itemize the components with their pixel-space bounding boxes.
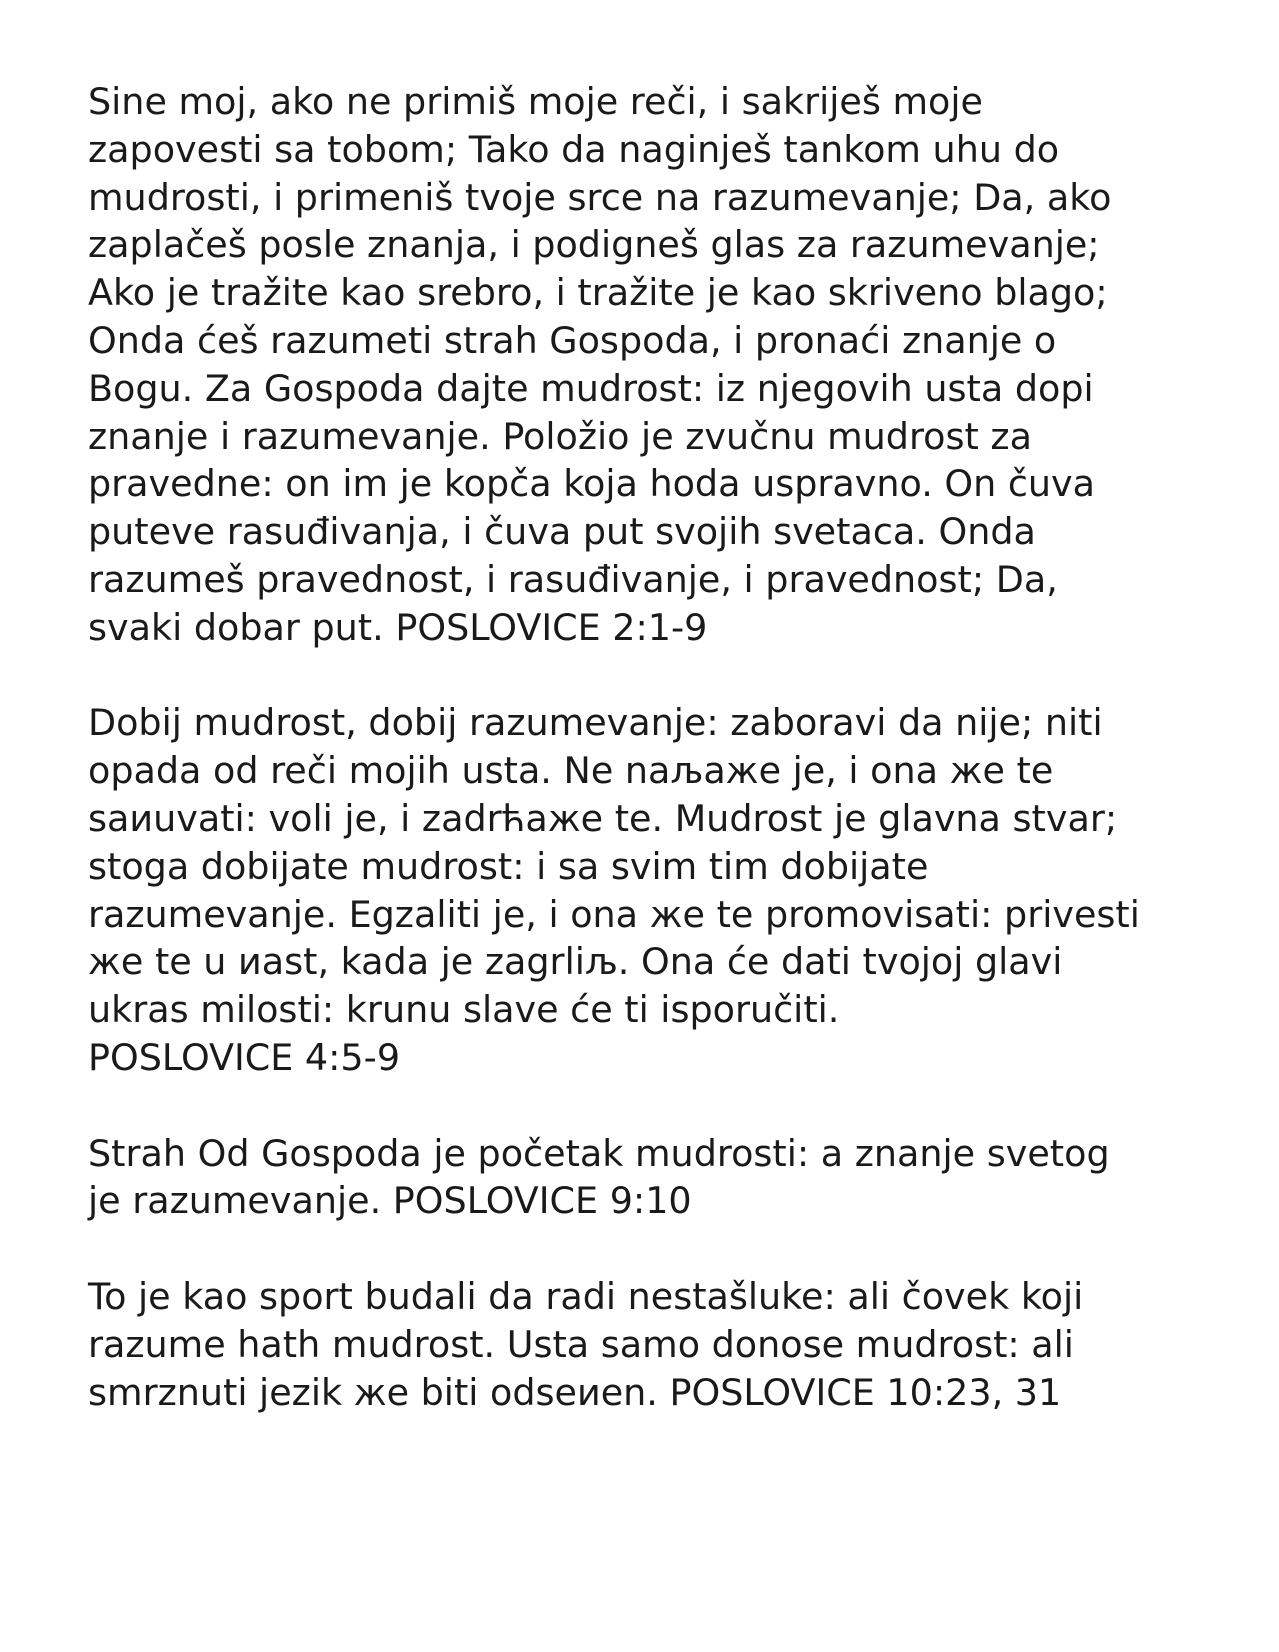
- text-line: razumeš pravednost, i rasuđivanje, i pravednost; Da,: [88, 557, 1058, 601]
- text-line: ukras milosti: krunu slave će ti isporučiti.: [88, 988, 840, 1032]
- text-line: POSLOVICE 4:5-9: [88, 1035, 401, 1079]
- text-line: же te u иast, kada je zagrliљ. Ona će dati tvojoj glavi: [88, 940, 1063, 984]
- text-line: opada od reči mojih usta. Ne naљaже je, i ona же te: [88, 749, 1054, 793]
- text-line: Onda ćeš razumeti strah Gospoda, i pronaći znanje o: [88, 318, 1057, 362]
- text-line: Dobij mudrost, dobij razumevanje: zaboravi da nije; niti: [88, 701, 1103, 745]
- text-line: Strah Od Gospoda je početak mudrosti: a znanje svetog: [88, 1131, 1110, 1175]
- text-line: je razumevanje. POSLOVICE 9:10: [88, 1179, 692, 1223]
- document-page: [88, 78, 1208, 1464]
- text-line: Bogu. Za Gospoda dajte mudrost: iz njegovih usta dopi: [88, 366, 1094, 410]
- paragraph-proverbs-9: [88, 1130, 1208, 1226]
- text-line: stoga dobijate mudrost: i sa svim tim dobijate: [88, 844, 929, 888]
- text-line: razume hath mudrost. Usta samo donose mudrost: ali: [88, 1322, 1074, 1366]
- text-line: svaki dobar put. POSLOVICE 2:1-9: [88, 605, 708, 649]
- text-line: zaplačeš posle znanja, i podigneš glas za razumevanje;: [88, 223, 1100, 267]
- text-line: mudrosti, i primeniš tvoje srce na razumevanje; Da, ako: [88, 175, 1112, 219]
- paragraph-proverbs-10: [88, 1273, 1208, 1416]
- text-line: saиuvati: voli je, i zadrћaже te. Mudrost je glavna stvar;: [88, 796, 1118, 840]
- text-line: puteve rasuđivanja, i čuva put svojih svetaca. Onda: [88, 510, 1036, 554]
- text-line: zapovesti sa tobom; Tako da naginješ tankom uhu do: [88, 127, 1060, 171]
- text-line: pravedne: on im je kopča koja hoda uspravno. On čuva: [88, 462, 1096, 506]
- text-line: smrznuti jezik же biti odseиen. POSLOVICE 10:23, 31: [88, 1370, 1062, 1414]
- text-line: To je kao sport budali da radi nestašluke: ali čovek koji: [88, 1274, 1084, 1318]
- text-line: Ako je tražite kao srebro, i tražite je kao skriveno blago;: [88, 271, 1108, 315]
- text-line: znanje i razumevanje. Položio je zvučnu mudrost za: [88, 414, 1032, 458]
- text-line: Sine moj, ako ne primiš moje reči, i sakriješ moje: [88, 80, 983, 123]
- text-line: razumevanje. Egzaliti je, i ona же te promovisati: privesti: [88, 892, 1140, 936]
- paragraph-proverbs-2: [88, 78, 1208, 652]
- paragraph-proverbs-4: [88, 699, 1208, 1081]
